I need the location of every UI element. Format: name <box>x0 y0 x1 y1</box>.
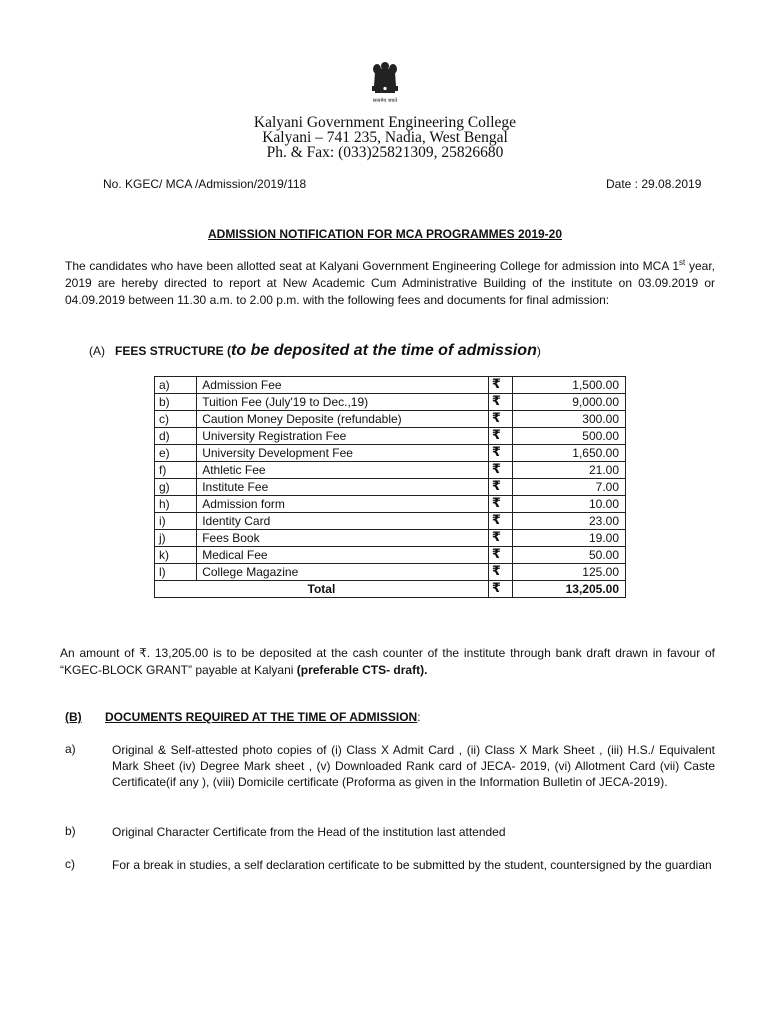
rupee-icon: ₹ <box>488 530 512 547</box>
rupee-icon: ₹ <box>488 377 512 394</box>
fee-item: Admission Fee <box>197 377 489 394</box>
fee-row <box>155 479 626 496</box>
notice-date: Date : 29.08.2019 <box>606 177 702 191</box>
fee-row <box>155 547 626 564</box>
fee-amount: 300.00 <box>512 411 625 428</box>
rupee-icon: ₹ <box>488 428 512 445</box>
fee-index: l) <box>155 564 197 581</box>
intro-paragraph: The candidates who have been allotted seat at Kalyani Government Engineering College for admission into MCA 1st year, 2019 are hereby directed to report at New Academic Cum Administrative Building of the institute on 03.09.2019 or 04.09.2019 between 11.30 a.m. to 2.00 p.m. with the following fees and documents for final admission: <box>65 258 715 307</box>
rupee-icon: ₹ <box>488 479 512 496</box>
fee-index: i) <box>155 513 197 530</box>
fee-amount: 1,650.00 <box>512 445 625 462</box>
fee-total-row <box>155 581 626 598</box>
fee-row <box>155 411 626 428</box>
fee-item: Institute Fee <box>197 479 489 496</box>
fee-item: Athletic Fee <box>197 462 489 479</box>
rupee-icon: ₹ <box>488 394 512 411</box>
fee-index: f) <box>155 462 197 479</box>
fee-total-amount: 13,205.00 <box>512 581 625 598</box>
college-phone-fax: Ph. & Fax: (033)25821309, 25826680 <box>266 144 504 161</box>
fee-amount: 500.00 <box>512 428 625 445</box>
fee-item: Admission form <box>197 496 489 513</box>
rupee-icon: ₹ <box>488 411 512 428</box>
rupee-icon: ₹ <box>488 445 512 462</box>
fee-row <box>155 462 626 479</box>
rupee-icon: ₹ <box>488 513 512 530</box>
fee-index: g) <box>155 479 197 496</box>
fee-index: d) <box>155 428 197 445</box>
fee-amount: 125.00 <box>512 564 625 581</box>
fee-amount: 10.00 <box>512 496 625 513</box>
fee-row <box>155 394 626 411</box>
fee-index: b) <box>155 394 197 411</box>
fee-amount: 1,500.00 <box>512 377 625 394</box>
fee-amount: 9,000.00 <box>512 394 625 411</box>
fee-item: College Magazine <box>197 564 489 581</box>
fee-index: c) <box>155 411 197 428</box>
rupee-icon: ₹ <box>488 564 512 581</box>
fee-amount: 23.00 <box>512 513 625 530</box>
document-item-text: Original & Self-attested photo copies of (i) Class X Admit Card , (ii) Class X Mark Sheet , (iii) H.S./ Equivalent Mark Sheet (iv) Degree Mark sheet , (v) Downloaded Rank card of JECA- 2019, (vi) Allotment Card (vii) Caste Certificate(if any ), (viii) Domicile certificate (Proforma as given in the Information Bulletin of JECA-2019). <box>112 743 715 789</box>
fee-item: Caution Money Deposite (refundable) <box>197 411 489 428</box>
emblem-caption: सत्यमेव जयते <box>372 98 398 104</box>
document-item-text: Original Character Certificate from the Head of the institution last attended <box>112 825 506 839</box>
fee-row <box>155 496 626 513</box>
fee-index: e) <box>155 445 197 462</box>
fee-amount: 7.00 <box>512 479 625 496</box>
fee-row <box>155 564 626 581</box>
rupee-icon: ₹ <box>488 581 512 598</box>
fee-item: Identity Card <box>197 513 489 530</box>
fees-table <box>154 376 626 598</box>
fee-index: a) <box>155 377 197 394</box>
document-item-text: For a break in studies, a self declaration certificate to be submitted by the student, countersigned by the guardian <box>112 858 712 872</box>
fee-index: h) <box>155 496 197 513</box>
document-item-index: a) <box>65 742 76 756</box>
college-address: Kalyani – 741 235, Nadia, West Bengal <box>262 129 508 146</box>
reference-number: No. KGEC/ MCA /Admission/2019/118 <box>103 177 307 191</box>
rupee-icon: ₹ <box>488 462 512 479</box>
fee-row <box>155 513 626 530</box>
fee-index: k) <box>155 547 197 564</box>
section-b-label: (B) <box>65 710 82 724</box>
fee-amount: 19.00 <box>512 530 625 547</box>
fee-item: Tuition Fee (July'19 to Dec.,19) <box>197 394 489 411</box>
rupee-icon: ₹ <box>488 496 512 513</box>
section-b-heading: DOCUMENTS REQUIRED AT THE TIME OF ADMISSION: <box>105 710 421 724</box>
fee-index: j) <box>155 530 197 547</box>
fee-item: University Registration Fee <box>197 428 489 445</box>
fee-item: Fees Book <box>197 530 489 547</box>
fee-row <box>155 428 626 445</box>
document-item-index: c) <box>65 857 75 871</box>
document-item-index: b) <box>65 824 76 838</box>
fee-item: University Development Fee <box>197 445 489 462</box>
fee-row <box>155 530 626 547</box>
notice-title: ADMISSION NOTIFICATION FOR MCA PROGRAMMES 2019-20 <box>207 227 563 241</box>
fee-row <box>155 377 626 394</box>
fee-item: Medical Fee <box>197 547 489 564</box>
state-emblem-icon <box>363 60 407 106</box>
section-a-heading: (A) FEES STRUCTURE (to be deposited at the time of admission) <box>89 342 541 359</box>
fee-amount: 21.00 <box>512 462 625 479</box>
fee-amount: 50.00 <box>512 547 625 564</box>
fee-total-label: Total <box>155 581 489 598</box>
fee-row <box>155 445 626 462</box>
college-name: Kalyani Government Engineering College <box>253 114 517 131</box>
amount-note: An amount of ₹. 13,205.00 is to be deposited at the cash counter of the institute through bank draft drawn in favour of “KGEC-BLOCK GRANT” payable at Kalyani (preferable CTS- draft). <box>60 646 715 677</box>
rupee-icon: ₹ <box>488 547 512 564</box>
